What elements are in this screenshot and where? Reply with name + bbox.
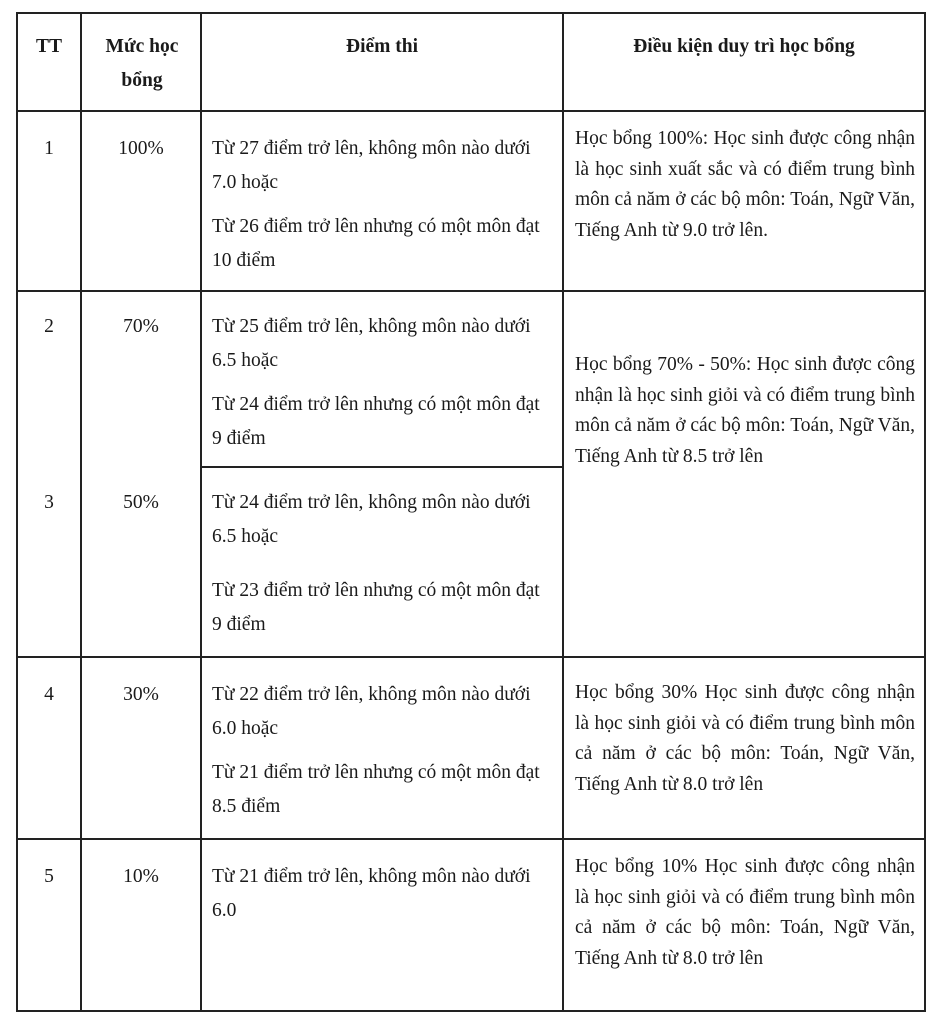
row-5-score (212, 860, 552, 928)
row-3-score (212, 486, 552, 642)
row-1-level: 100% (118, 138, 164, 159)
row-4-level: 30% (123, 684, 159, 705)
row-4-score-b: Từ 21 điểm trở lên nhưng có một môn đạt 8.5 điểm (212, 762, 540, 817)
row-2-score (212, 310, 552, 456)
row-5-level: 10% (123, 866, 159, 887)
row-2-score-b: Từ 24 điểm trở lên nhưng có một môn đạt 9 điểm (212, 394, 540, 449)
row-2-score-a: Từ 25 điểm trở lên, không môn nào dưới 6.5 hoặc (212, 316, 531, 371)
row-4-tt: 4 (44, 684, 54, 705)
col-divider-2 (200, 14, 202, 1010)
row-5-score-a: Từ 21 điểm trở lên, không môn nào dưới 6.0 (212, 866, 531, 921)
row-3-score-a: Từ 24 điểm trở lên, không môn nào dưới 6.5 hoặc (212, 492, 531, 547)
condition-4: Học bổng 10% Học sinh được công nhận là học sinh giỏi và có điểm trung bình môn cả năm ở các bộ môn: Toán, Ngữ Văn, Tiếng Anh từ 8.0 trở lên (575, 856, 915, 969)
condition-2: Học bổng 70% - 50%: Học sinh được công nhận là học sinh giỏi và có điểm trung bình môn cả năm ở các bộ môn: Toán, Ngữ Văn, Tiếng Anh từ 8.5 trở lên (575, 354, 915, 467)
row-3-tt: 3 (44, 492, 54, 513)
col-divider-3 (562, 14, 564, 1010)
row-5-tt: 5 (44, 866, 54, 887)
row-1-score-b: Từ 26 điểm trở lên nhưng có một môn đạt 10 điểm (212, 216, 540, 271)
condition-1: Học bổng 100%: Học sinh được công nhận là học sinh xuất sắc và có điểm trung bình môn cả năm ở các bộ môn: Toán, Ngữ Văn, Tiếng Anh từ 9.0 trở lên. (575, 128, 915, 241)
row-divider-2 (202, 466, 562, 468)
row-3-score-b: Từ 23 điểm trở lên nhưng có một môn đạt 9 điểm (212, 580, 540, 635)
row-3-level: 50% (123, 492, 159, 513)
header-score: Điểm thi (345, 36, 419, 57)
row-divider-1 (18, 290, 924, 292)
row-1-score-a: Từ 27 điểm trở lên, không môn nào dưới 7.0 hoặc (212, 138, 531, 193)
row-divider-header (18, 110, 924, 112)
header-condition: Điều kiện duy trì học bổng (633, 36, 855, 57)
condition-3: Học bổng 30% Học sinh được công nhận là học sinh giỏi và có điểm trung bình môn cả năm ở các bộ môn: Toán, Ngữ Văn, Tiếng Anh từ 8.0 trở lên (575, 682, 915, 795)
row-4-score (212, 678, 552, 824)
row-4-score-a: Từ 22 điểm trở lên, không môn nào dưới 6.0 hoặc (212, 684, 531, 739)
row-2-tt: 2 (44, 316, 54, 337)
row-divider-3 (18, 656, 924, 658)
row-2-level: 70% (123, 316, 159, 337)
row-1-score (212, 132, 552, 278)
header-level: Mức học bổng (105, 36, 179, 91)
scholarship-table (16, 12, 926, 1012)
row-1-tt: 1 (44, 138, 54, 159)
header-tt: TT (35, 36, 62, 57)
row-divider-4 (18, 838, 924, 840)
